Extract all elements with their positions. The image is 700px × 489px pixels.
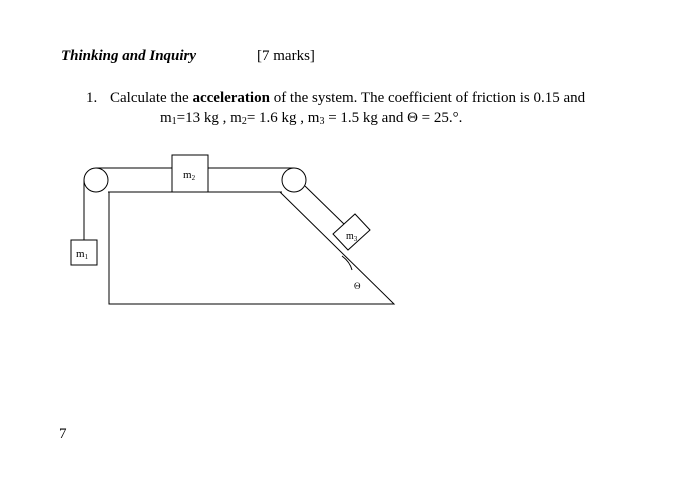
m2-subscript: 2 [241,116,247,127]
m2-symbol: m [230,110,242,126]
question-bold-word: acceleration [192,90,270,106]
question-text-start: Calculate the [110,90,193,106]
m1-value: =13 kg , [176,110,231,126]
question-number: 1. [86,90,98,106]
m1-symbol: m [160,110,172,126]
section-title: Thinking and Inquiry [61,48,197,64]
angle-label: Θ [354,281,361,291]
right-pulley [282,168,306,192]
m3-value-and-angle: = 1.5 kg and Θ = 25.°. [324,110,463,126]
left-pulley [84,168,108,192]
m2-value: = 1.6 kg , [246,110,308,126]
incline-string [305,186,346,226]
m2-label: m2 [183,169,196,182]
marks-label: [7 marks] [257,48,315,64]
page-number: 7 [59,426,67,442]
m1-label: m1 [76,248,89,261]
m1-subscript: 1 [171,116,177,127]
m3-symbol: m [307,110,320,126]
question-text-end: of the system. The coefficient of friction is 0.15 and [269,90,586,106]
m3-subscript: 3 [319,116,325,127]
m3-label: $m_3$ [346,231,358,243]
incline-block [109,192,394,304]
